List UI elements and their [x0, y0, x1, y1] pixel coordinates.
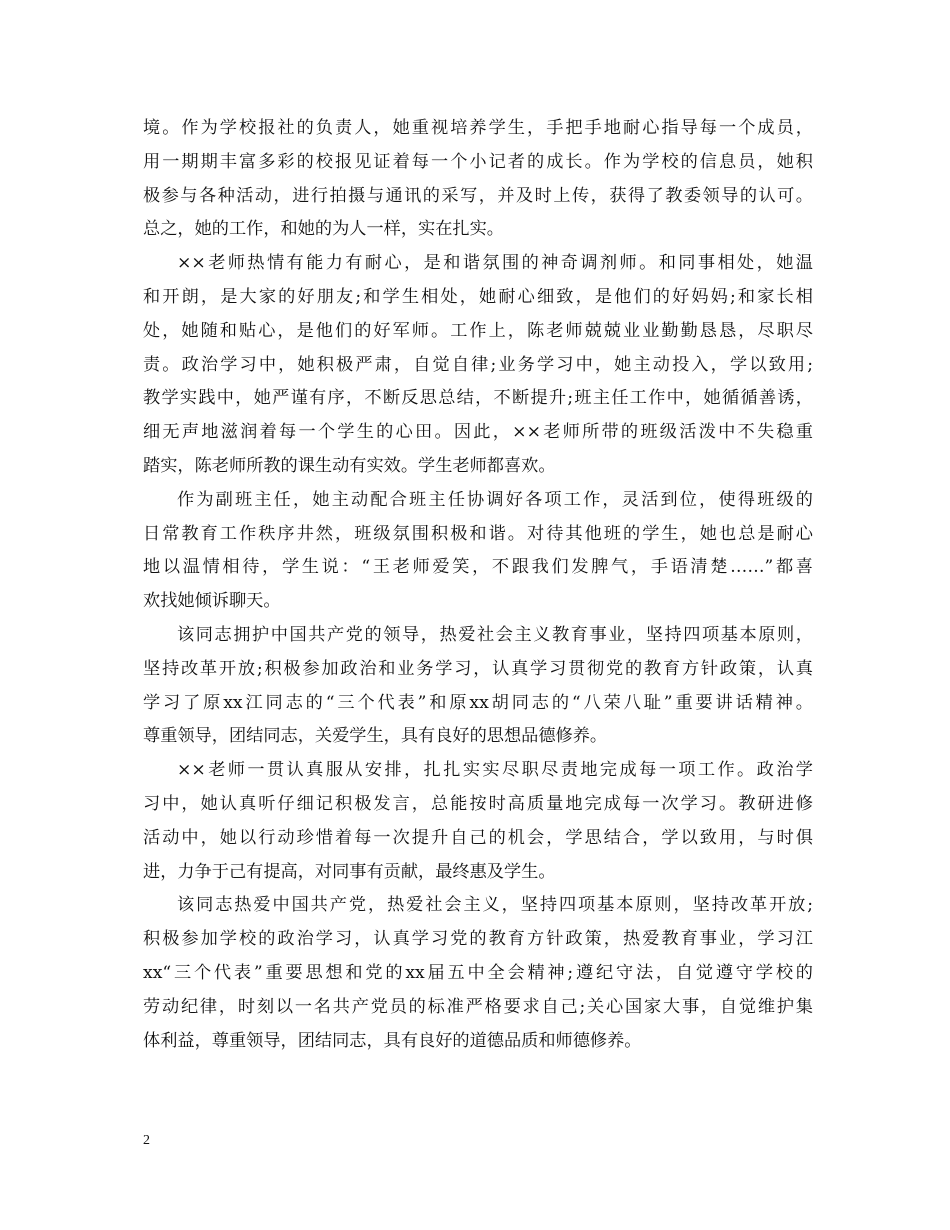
- text-line: 学习了原xx江同志的“三个代表”和原xx胡同志的“八荣八耻”重要讲话精神。: [143, 692, 813, 713]
- text-line: 体利益，尊重领导，团结同志，具有良好的道德品质和师德修养。: [143, 1030, 642, 1051]
- text-line: 积极参加学校的政治学习，认真学习党的教育方针政策，热爱教育事业，学习江: [143, 929, 813, 950]
- text-line: ××老师热情有能力有耐心，是和谐氛围的神奇调剂师。和同事相处，她温: [177, 253, 813, 274]
- text-line: xx“三个代表”重要思想和党的xx届五中全会精神;遵纪守法，自觉遵守学校的: [143, 962, 813, 983]
- text-line: 该同志拥护中国共产党的领导，热爱社会主义教育事业，坚持四项基本原则，: [177, 624, 813, 645]
- text-line: 劳动纪律，时刻以一名共产党员的标准严格要求自己;关心国家大事，自觉维护集: [143, 996, 813, 1017]
- text-line: 进，力争于己有提高，对同事有贡献，最终惠及学生。: [143, 861, 556, 882]
- text-line: 教学实践中，她严谨有序，不断反思总结，不断提升;班主任工作中，她循循善诱，: [143, 388, 813, 409]
- text-line: 欢找她倾诉聊天。: [143, 591, 281, 612]
- text-line: 责。政治学习中，她积极严肃，自觉自律;业务学习中，她主动投入，学以致用;: [143, 354, 813, 375]
- document-body: [143, 112, 813, 1058]
- text-line: 地以温情相待，学生说：“王老师爱笑，不跟我们发脾气，手语清楚……”都喜: [143, 557, 813, 578]
- text-line: 活动中，她以行动珍惜着每一次提升自己的机会，学思结合，学以致用，与时俱: [143, 827, 813, 848]
- text-line: 和开朗，是大家的好朋友;和学生相处，她耐心细致，是他们的好妈妈;和家长相: [143, 286, 813, 307]
- text-line: 该同志热爱中国共产党，热爱社会主义，坚持四项基本原则，坚持改革开放;: [177, 895, 813, 916]
- text-line: 踏实，陈老师所教的课生动有实效。学生老师都喜欢。: [143, 455, 556, 476]
- text-line: 尊重领导，团结同志，关爱学生，具有良好的思想品德修养。: [143, 726, 608, 747]
- text-line: 用一期期丰富多彩的校报见证着每一个小记者的成长。作为学校的信息员，她积: [143, 151, 813, 172]
- text-line: 坚持改革开放;积极参加政治和业务学习，认真学习贯彻党的教育方针政策，认真: [143, 658, 813, 679]
- text-lines: [143, 112, 813, 1058]
- text-line: 境。作为学校报社的负责人，她重视培养学生，手把手地耐心指导每一个成员，: [143, 118, 813, 138]
- text-line: 作为副班主任，她主动配合班主任协调好各项工作，灵活到位，使得班级的: [177, 489, 813, 510]
- text-line: 总之，她的工作，和她的为人一样，实在扎实。: [143, 219, 504, 240]
- text-line: 日常教育工作秩序井然，班级氛围积极和谐。对待其他班的学生，她也总是耐心: [143, 523, 813, 544]
- text-line: 习中，她认真听仔细记积极发言，总能按时高质量地完成每一次学习。教研进修: [143, 793, 813, 814]
- page-number: 2: [143, 1133, 150, 1148]
- text-line: ××老师一贯认真服从安排，扎扎实实尽职尽责地完成每一项工作。政治学: [177, 760, 813, 781]
- text-line: 极参与各种活动，进行拍摄与通讯的采写，并及时上传，获得了教委领导的认可。: [143, 185, 813, 206]
- text-line: 处，她随和贴心，是他们的好军师。工作上，陈老师兢兢业业勤勤恳恳，尽职尽: [143, 320, 813, 341]
- text-line: 细无声地滋润着每一个学生的心田。因此，××老师所带的班级活泼中不失稳重: [143, 422, 813, 443]
